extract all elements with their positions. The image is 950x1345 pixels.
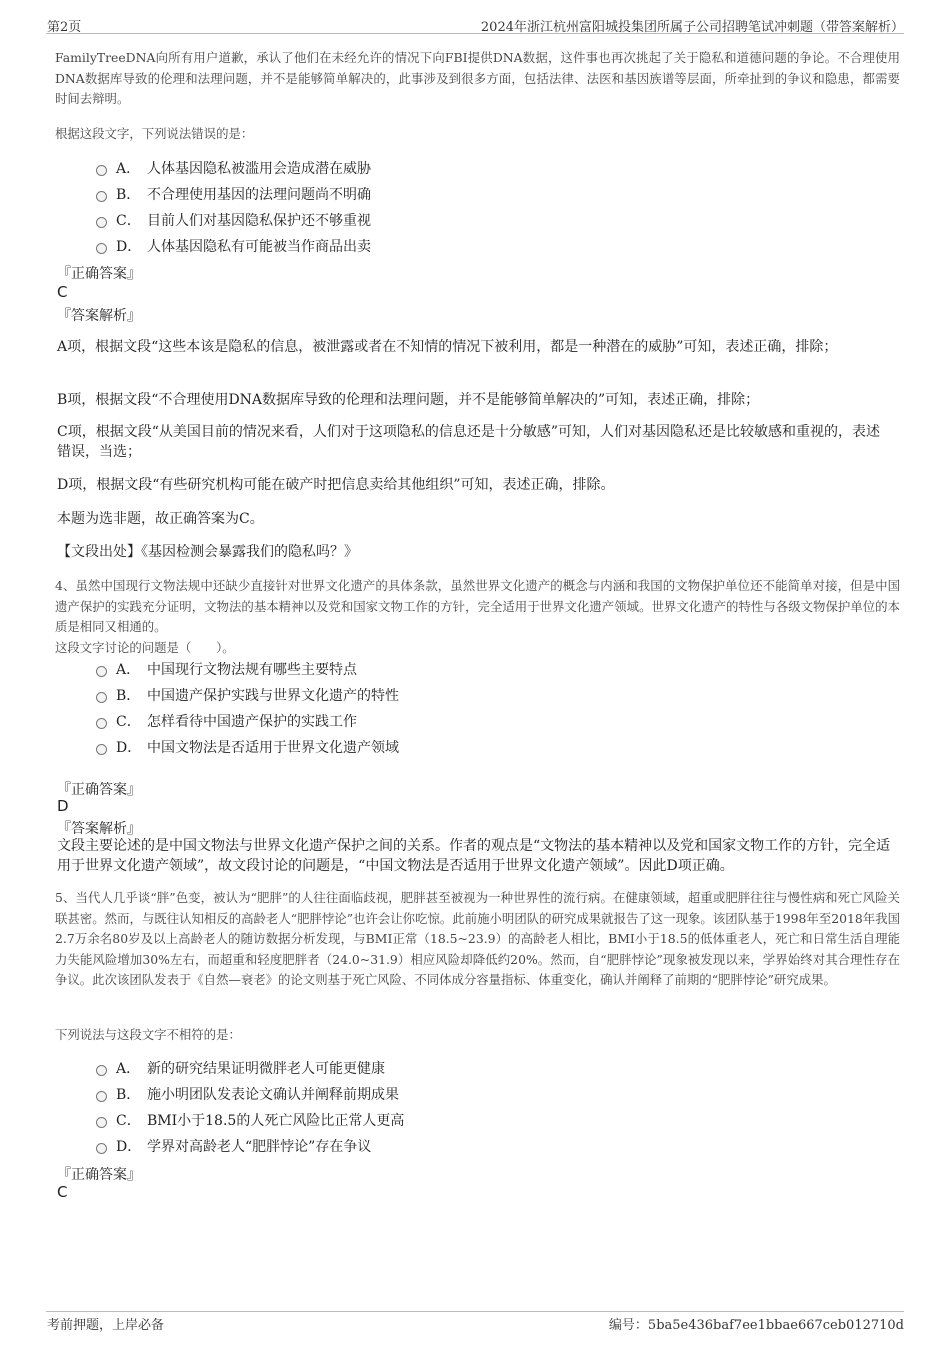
radio-icon[interactable]: [96, 744, 107, 755]
option-letter: B．: [116, 1087, 141, 1103]
q3-option-c[interactable]: [96, 210, 371, 230]
document-serial: 编号：5ba5e436baf7ee1bbae667ceb012710d: [608, 1318, 904, 1333]
q4-option-c[interactable]: [96, 711, 357, 731]
q4-analysis-label: 『答案解析』: [57, 821, 141, 837]
q5-question: 下列说法与这段文字不相符的是：: [55, 1027, 241, 1042]
option-text: 目前人们对基因隐私保护还不够重视: [147, 213, 371, 229]
q3-analysis-b: B项，根据文段“不合理使用DNA数据库导致的伦理和法理问题，并不是能够简单解决的”可知，表述正确，排除；: [57, 392, 760, 408]
option-text: 中国现行文物法规有哪些主要特点: [147, 662, 357, 678]
q5-option-d[interactable]: [96, 1136, 371, 1156]
option-text: 人体基因隐私有可能被当作商品出卖: [147, 239, 371, 255]
radio-icon[interactable]: [96, 191, 107, 202]
option-text: 怎样看待中国遗产保护的实践工作: [147, 714, 357, 730]
radio-icon[interactable]: [96, 1117, 107, 1128]
q3-option-a[interactable]: [96, 158, 371, 178]
option-letter: C．: [116, 1113, 141, 1129]
option-letter: A．: [116, 161, 141, 177]
option-letter: C．: [116, 213, 141, 229]
option-letter: B．: [116, 688, 141, 704]
option-text: 学界对高龄老人“肥胖悖论”存在争议: [147, 1139, 372, 1155]
q3-answer-label: 『正确答案』: [57, 266, 141, 282]
option-letter: D．: [116, 239, 142, 255]
q4-answer-label: 『正确答案』: [57, 782, 141, 798]
radio-icon[interactable]: [96, 692, 107, 703]
q3-source: 【文段出处】《基因检测会暴露我们的隐私吗？》: [57, 544, 358, 560]
q3-option-b[interactable]: [96, 184, 371, 204]
option-letter: D．: [116, 740, 142, 756]
q3-option-d[interactable]: [96, 236, 371, 256]
option-letter: A．: [116, 1061, 141, 1077]
option-letter: B．: [116, 187, 141, 203]
q3-analysis-a: A项，根据文段“这些本该是隐私的信息，被泄露或者在不知情的情况下被利用，都是一种潜在的威胁”可知，表述正确，排除；: [57, 339, 838, 355]
q4-option-d[interactable]: [96, 737, 399, 757]
q3-question: 根据这段文字，下列说法错误的是：: [55, 126, 254, 141]
q5-option-b[interactable]: [96, 1084, 399, 1104]
q3-analysis-d: D项，根据文段“有些研究机构可能在破产时把信息卖给其他组织”可知，表述正确，排除。: [57, 477, 615, 493]
radio-icon[interactable]: [96, 217, 107, 228]
q5-option-c[interactable]: [96, 1110, 404, 1130]
option-letter: A．: [116, 662, 141, 678]
radio-icon[interactable]: [96, 1143, 107, 1154]
q4-option-b[interactable]: [96, 685, 399, 705]
option-text: 施小明团队发表论文确认并阐释前期成果: [147, 1087, 399, 1103]
q4-analysis: 文段主要论述的是中国文物法与世界文化遗产保护之间的关系。作者的观点是“文物法的基本精神以及党和国家文物工作的方针，完全适用于世界文化遗产领域”，故文段讨论的问题是，“中国文物法是否适用于世界文化遗产领域”。因此D项正确。: [57, 838, 891, 874]
footer-slogan: 考前押题，上岸必备: [47, 1318, 165, 1333]
q3-passage: FamilyTreeDNA向所有用户道歉，承认了他们在未经允许的情况下向FBI提供DNA数据，这件事也再次挑起了关于隐私和道德问题的争论。不合理使用DNA数据库导致的伦理和法理问题，并不是能够简单解决的，此事涉及到很多方面，包括法律、法医和基因族谱等层面，所牵扯到的争议和隐患，都需要时间去辩明。: [55, 50, 900, 106]
radio-icon[interactable]: [96, 1091, 107, 1102]
option-letter: C．: [116, 714, 141, 730]
q4-passage: 4、虽然中国现行文物法规中还缺少直接针对世界文化遗产的具体条款，虽然世界文化遗产的概念与内涵和我国的文物保护单位还不能简单对接，但是中国遗产保护的实践充分证明，文物法的基本精神以及党和国家文物工作的方针，完全适用于世界文化遗产领域。世界文化遗产的特性与各级文物保护单位的本质是相同又相通的。: [55, 578, 900, 634]
option-text: BMI小于18.5的人死亡风险比正常人更高: [147, 1113, 405, 1129]
radio-icon[interactable]: [96, 165, 107, 176]
option-text: 中国文物法是否适用于世界文化遗产领域: [147, 740, 399, 756]
footer-divider: [46, 1311, 904, 1312]
q5-option-a[interactable]: [96, 1058, 385, 1078]
option-text: 新的研究结果证明微胖老人可能更健康: [147, 1061, 385, 1077]
q4-answer: D: [57, 797, 69, 815]
radio-icon[interactable]: [96, 243, 107, 254]
option-text: 人体基因隐私被滥用会造成潜在威胁: [147, 161, 371, 177]
q3-answer: C: [57, 283, 68, 301]
radio-icon[interactable]: [96, 718, 107, 729]
radio-icon[interactable]: [96, 1065, 107, 1076]
q4-option-a[interactable]: [96, 659, 357, 679]
q3-conclusion: 本题为选非题，故正确答案为C。: [57, 511, 264, 527]
page-number: 第2页: [47, 20, 82, 35]
radio-icon[interactable]: [96, 666, 107, 677]
option-text: 中国遗产保护实践与世界文化遗产的特性: [147, 688, 399, 704]
q3-analysis-label: 『答案解析』: [57, 308, 141, 324]
header-divider: [46, 33, 904, 34]
q5-answer: C: [57, 1183, 68, 1201]
document-title: 2024年浙江杭州富阳城投集团所属子公司招聘笔试冲刺题（带答案解析）: [480, 20, 904, 35]
q4-question: 这段文字讨论的问题是（ ）。: [55, 640, 235, 655]
option-text: 不合理使用基因的法理问题尚不明确: [147, 187, 371, 203]
q5-answer-label: 『正确答案』: [57, 1167, 141, 1183]
q5-passage: 5、当代人几乎谈“胖”色变，被认为“肥胖”的人往往面临歧视，肥胖甚至被视为一种世界性的流行病。在健康领域，超重或肥胖往往与慢性病和死亡风险关联甚密。然而，与既往认知相反的高龄老人“肥胖悖论”也许会让你吃惊。此前施小明团队的研究成果就报告了这一现象。该团队基于1998年至2018年我国2.7万余名80岁及以上高龄老人的随访数据分析发现，与BMI正常（18.5~23.9）的高龄老人相比，BMI小于18.5的低体重老人，死亡和日常生活自理能力失能风险增加30%左右，而超重和轻度肥胖者（24.0~31.9）相应风险却降低约20%。然而，自“肥胖悖论”现象被发现以来，学界始终对其合理性存在争议。此次该团队发表于《自然—衰老》的论文则基于死亡风险、不同体成分容量指标、体重变化，确认并阐释了前期的“肥胖悖论”研究成果。: [55, 890, 900, 987]
q3-analysis-c: C项，根据文段“从美国目前的情况来看，人们对于这项隐私的信息还是十分敏感”可知，人们对基因隐私还是比较敏感和重视的，表述错误，当选；: [57, 424, 881, 460]
option-letter: D．: [116, 1139, 142, 1155]
